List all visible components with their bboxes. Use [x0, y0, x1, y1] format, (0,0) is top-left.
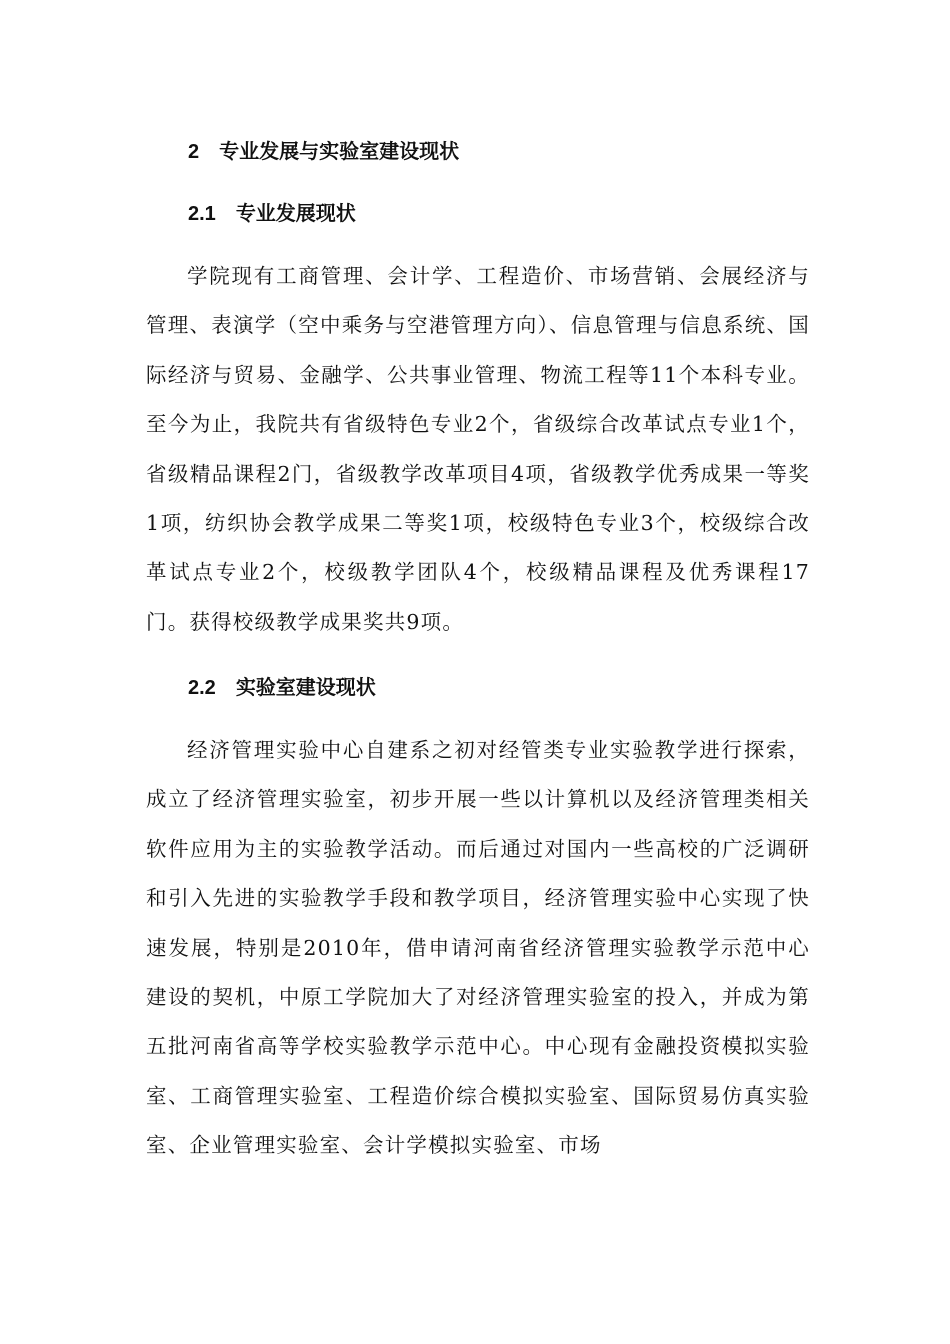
subsection-title: 专业发展现状 [235, 203, 356, 225]
section-number: 2 [188, 141, 200, 163]
paragraph-professional-development: 学院现有工商管理、会计学、工程造价、市场营销、会展经济与管理、表演学（空中乘务与空港管理方向）、信息管理与信息系统、国际经济与贸易、金融学、公共事业管理、物流工程等11个本科专业。至今为止，我院共有省级特色专业2个，省级综合改革试点专业1个，省级精品课程2门，省级教学改革项目4项，省级教学优秀成果一等奖1项，纺织协会教学成果二等奖1项，校级特色专业3个，校级综合改革试点专业2个，校级教学团队4个，校级精品课程及优秀课程17门。获得校级教学成果奖共9项。 [146, 264, 810, 634]
paragraph-laboratory-construction: 经济管理实验中心自建系之初对经管类专业实验教学进行探索，成立了经济管理实验室，初步开展一些以计算机以及经济管理类相关软件应用为主的实验教学活动。而后通过对国内一些高校的广泛调研和引入先进的实验教学手段和教学项目，经济管理实验中心实现了快速发展，特别是2010年，借申请河南省经济管理实验教学示范中心建设的契机，中原工学院加大了对经济管理实验室的投入，并成为第五批河南省高等学校实验教学示范中心。中心现有金融投资模拟实验室、工商管理实验室、工程造价综合模拟实验室、国际贸易仿真实验室、企业管理实验室、会计学模拟实验室、市场 [146, 738, 810, 1158]
subsection-heading-professional-development [188, 202, 356, 226]
section-heading [188, 140, 459, 164]
subsection-title: 实验室建设现状 [235, 677, 376, 699]
subsection-number: 2.2 [188, 677, 216, 699]
section-title: 专业发展与实验室建设现状 [219, 141, 460, 163]
subsection-heading-laboratory-construction [188, 676, 376, 700]
subsection-number: 2.1 [188, 203, 216, 225]
